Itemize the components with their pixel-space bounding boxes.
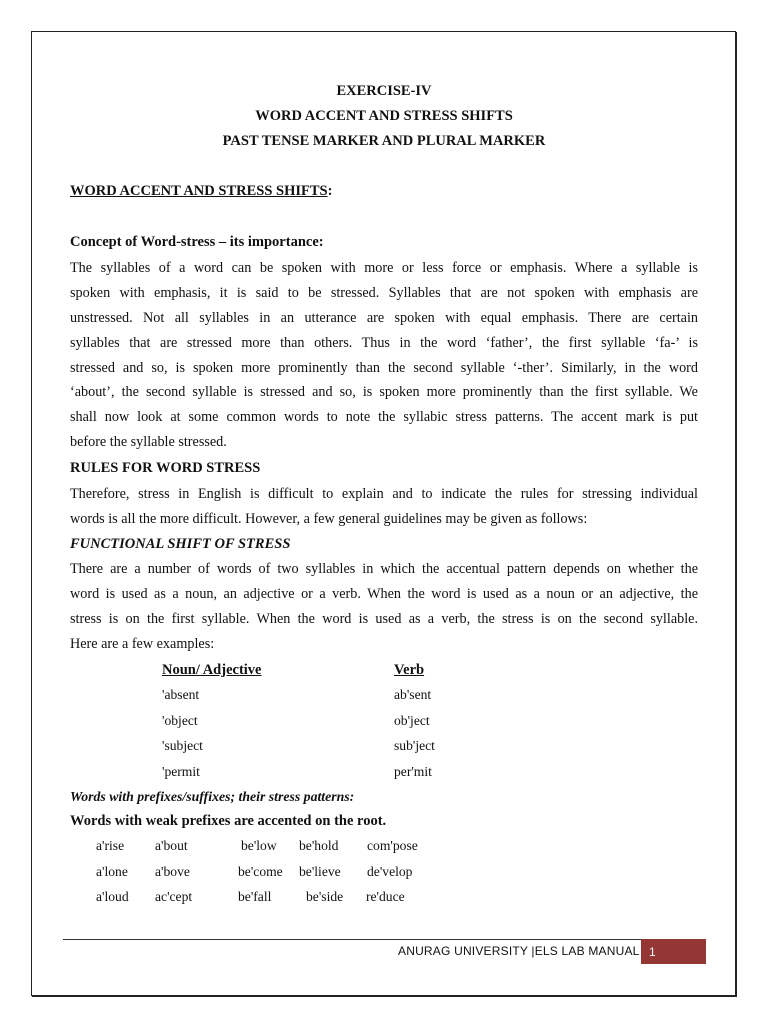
- paragraph-line: stress is on the first syllable. When the word is used as a verb, the stress is on the second syllable.: [70, 610, 698, 627]
- example-noun: 'subject: [162, 738, 203, 753]
- paragraph-line: Therefore, stress in English is difficult to explain and to indicate the rules for stressing individual: [70, 486, 698, 502]
- section-heading: [70, 183, 332, 200]
- section-heading-text: WORD ACCENT AND STRESS SHIFTS: [70, 183, 328, 199]
- functional-shift-heading: FUNCTIONAL SHIFT OF STRESS: [70, 536, 291, 552]
- subtitle-markers: PAST TENSE MARKER AND PLURAL MARKER: [222, 133, 546, 149]
- paragraph-line: before the syllable stressed.: [70, 434, 227, 451]
- paragraph-line: There are a number of words of two syllables in which the accentual pattern depends on whether the: [70, 561, 698, 577]
- rules-heading: RULES FOR WORD STRESS: [70, 460, 261, 476]
- prefix-word: be'side: [306, 889, 344, 904]
- paragraph-line: shall now look at some common words to note the syllabic stress patterns. The accent mark is put: [70, 409, 698, 426]
- prefix-word: a'bout: [155, 838, 188, 853]
- page-number-box: [641, 939, 706, 964]
- paragraph-line: The syllables of a word can be spoken with more or less force or emphasis. Where a syllable is: [70, 260, 698, 276]
- paragraph-line: Here are a few examples:: [70, 635, 215, 652]
- paragraph-line: unstressed. Not all syllables in an utterance are spoken with equal emphasis. There are certain: [70, 309, 698, 326]
- verb-header: Verb: [394, 662, 425, 678]
- prefix-word: ac'cept: [155, 889, 193, 904]
- footer-rule: [63, 939, 706, 940]
- paragraph-line: syllables that are stressed more than others. Thus in the word ‘father’, the first syllable ‘fa-’ is: [70, 334, 698, 351]
- example-verb: sub'ject: [394, 738, 435, 753]
- prefix-word: a'lone: [96, 864, 128, 879]
- prefix-word: a'loud: [96, 889, 129, 904]
- prefix-word: com'pose: [367, 838, 418, 853]
- functional-paragraph: [70, 557, 698, 657]
- example-noun: 'object: [162, 713, 198, 728]
- paragraph-line: words is all the more difficult. However, a few general guidelines may be given as follows:: [70, 510, 588, 527]
- example-noun: 'absent: [162, 687, 200, 702]
- footer-text: ANURAG UNIVERSITY |ELS LAB MANUAL: [398, 944, 640, 958]
- prefix-word: a'rise: [96, 838, 125, 853]
- exercise-title: EXERCISE-IV: [336, 83, 432, 99]
- weak-prefixes-heading: Words with weak prefixes are accented on the root.: [70, 813, 387, 829]
- concept-paragraph: [70, 256, 698, 455]
- example-verb: per'mit: [394, 764, 432, 779]
- rules-paragraph: [70, 482, 698, 532]
- prefix-word: be'hold: [299, 838, 339, 853]
- subtitle-word-accent: WORD ACCENT AND STRESS SHIFTS: [255, 108, 513, 124]
- prefix-word: be'fall: [238, 889, 272, 904]
- concept-heading: Concept of Word-stress – its importance:: [70, 234, 324, 250]
- prefixes-italic-heading: Words with prefixes/suffixes; their stress patterns:: [70, 789, 355, 804]
- section-heading-colon: :: [327, 183, 333, 199]
- prefix-word: be'low: [241, 838, 277, 853]
- paragraph-line: ‘about’, the second syllable is stressed and so, is spoken more prominently than the first syllable. We: [70, 384, 698, 401]
- paragraph-line: stressed and so, is spoken more prominently than the second syllable ‘-ther’. Similarly, in the word: [70, 359, 698, 376]
- paragraph-line: spoken with emphasis, it is said to be stressed. Syllables that are not spoken with emphasis are: [70, 284, 698, 301]
- prefix-word: be'lieve: [299, 864, 341, 879]
- prefix-word: be'come: [238, 864, 283, 879]
- prefix-word: re'duce: [366, 889, 405, 904]
- example-verb: ab'sent: [394, 687, 432, 702]
- paragraph-line: word is used as a noun, an adjective or a verb. When the word is used as a noun or an adjective, the: [70, 585, 698, 602]
- example-verb: ob'ject: [394, 713, 430, 728]
- noun-adjective-header: Noun/ Adjective: [162, 662, 262, 678]
- example-noun: 'permit: [162, 764, 200, 779]
- page-number: 1: [649, 945, 656, 959]
- prefix-word: de'velop: [367, 864, 413, 879]
- prefix-word: a'bove: [155, 864, 190, 879]
